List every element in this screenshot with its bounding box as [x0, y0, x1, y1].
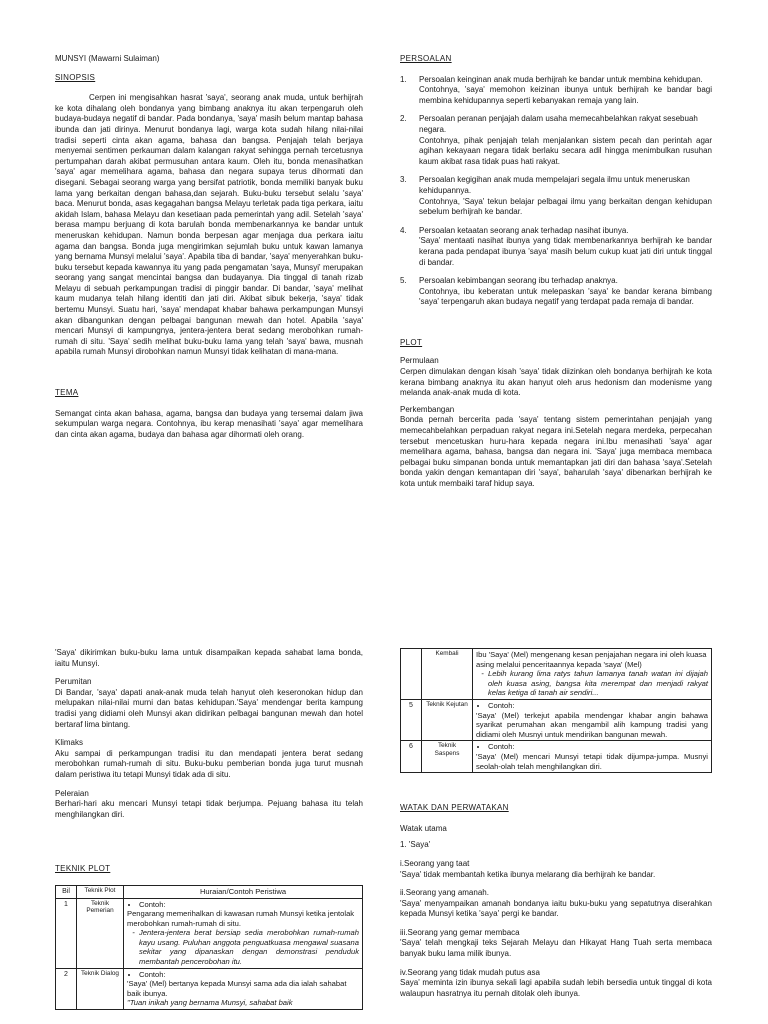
persoalan-item: 5. Persoalan kebimbangan seorang ibu terhadap anaknya. Contohnya, ibu keberatan untuk melepaskan 'saya' ke bandar kerana bimbang 'saya' terpengaruh akan budaya negatif yang terdapat pada remaja di bandar. [400, 276, 712, 307]
trait-title: iv.Seorang yang tidak mudah putus asa [400, 967, 540, 977]
teknik-plot-table-continued [400, 648, 712, 773]
table-row: Kembali Ibu 'Saya' (Mel) mengenang kesan penjajahan negara ini oleh kuasa asing melalui penceritaannya kepada 'saya' (Mel) - Lebih kurang lima ratys tahun lamanya tanah watan ini dijajah oleh kuasa asing, bangsa kita merempat dan menjadi rakyat kelas ketiga di tanah air sendiri... [401, 649, 712, 700]
klimaks-label: Klimaks [55, 738, 84, 748]
table-row: 1 Teknik Pemerian • Contoh: Pengarang memerihalkan di kawasan rumah Munsyi ketika jentolak merobohkan rumah-rumah di situ. - Jentera-jentera berat bersiap sedia merobohkan rumah-rumah kayu usang. Puluhan anggota penguatkuasa mengawal suasana sekitar yang dipanaskan dengan demonstrasi penduduk membantah pencerobohan itu. [56, 898, 363, 968]
table-row: 6 Teknik Saspens • Contoh: 'Saya' (Mel) mencari Munsyi tetapi tidak dijumpa-jumpa. Musnyi seolah-olah telah menghilangkan diri. [401, 741, 712, 773]
persoalan-item: 1. Persoalan keinginan anak muda berhijrah ke bandar untuk membina kehidupan. Contohnya, 'saya' memohon keizinan ibunya untuk berhijrah ke bandar bagi membina kehidupannya seperti kebanyakan remaja yang lain. [400, 74, 712, 105]
perkembangan-text: Bonda pernah bercerita pada 'saya' tentang sistem pemerintahan penjajah yang memecahbelahkan perpaduan rakyat negara ini.Setelah negara merdeka, perpecahan tersebut mencetuskan huru-hara kepada negara ini.Ibu menasihati 'saya' agar memelihara agama, bahasa, bangsa dan negara ini. 'Saya' juga membaca membaca pelbagai buku simpanan bonda untuk memantapkan jati diri dan bahasa 'saya'.Setelah bonda yakin dengan kemantapan diri 'saya', baharulah 'saya' dibenarkan berhijrah ke kota untuk membaiki taraf hidup saya. [400, 415, 712, 488]
left-column-top [55, 54, 363, 440]
trait-text: 'Saya' telah mengkaji teks Sejarah Melayu dan Hikayat Hang Tuah serta membaca banyak buku lama milik ibunya. [400, 938, 712, 959]
watak-sub: Watak utama [400, 823, 447, 833]
teknik-plot-heading: TEKNIK PLOT [55, 864, 111, 874]
watak-name: 1. 'Saya' [400, 840, 431, 850]
table-header-row: Bil Teknik Plot Huraian/Contoh Peristiwa [56, 885, 363, 898]
document-title: MUNSYI (Mawarni Sulaiman) [55, 54, 160, 63]
teknik-plot-table [55, 885, 363, 1010]
persoalan-list [400, 75, 712, 308]
permulaan-label: Permulaan [400, 356, 439, 366]
peleraian-label: Peleraian [55, 788, 89, 798]
trait-title: iii.Seorang yang gemar membaca [400, 927, 520, 937]
persoalan-heading: PERSOALAN [400, 54, 452, 63]
table-row: 2 Teknik Dialog • Contoh: 'Saya' (Mel) bertanya kepada Munsyi sama ada dia ialah sahabat baik ibunya. "Tuan inikah yang bernama Munsyi, sahabat baik [56, 968, 363, 1009]
klimaks-text: Aku sampai di perkampungan tradisi itu dan mendapati jentera berat sedang merobohkan rumah-rumah di situ. Buku-buku pemberian bonda juga turut musnah dalam peristiwa itu tetapi Munsyi tidak ada di situ. [55, 748, 363, 779]
peleraian-text: Berhari-hari aku mencari Munsyi tetapi tidak berjumpa. Pejuang bahasa itu telah menghilangkan diri. [55, 799, 363, 819]
perumitan-label: Perumitan [55, 677, 92, 687]
left-column-bottom [55, 648, 363, 1010]
persoalan-item: 3. Persoalan kegigihan anak muda mempelajari segala ilmu untuk meneruskan kehidupannya. Contohnya, 'Saya' tekun belajar pelbagai ilmu yang berkaitan dengan kehidupan sebelum berhijrah ke bandar. [400, 175, 712, 217]
table-row: 5 Teknik Kejutan • Contoh: 'Saya' (Mel) terkejut apabila mendengar khabar angin bahawa syarikat perumahan akan mengambil alih kampung tradisi yang didiami oleh Musnyi untuk mendirikan bangunan mewah. [401, 699, 712, 740]
trait-title: i.Seorang yang taat [400, 858, 470, 868]
watak-heading: WATAK DAN PERWATAKAN [400, 803, 509, 813]
persoalan-item: 2. Persoalan peranan penjajah dalam usaha memecahbelahkan rakyat sesebuah negara. Contohnya, pihak penjajah telah menjalankan sistem pecah dan perintah agar agihan kekayaan negara tidak berlaku secara adil hingga menimbulkan rusuhan kaum akibat rasa tidak puas hati rakyat. [400, 114, 712, 166]
persoalan-item: 4. Persoalan ketaatan seorang anak terhadap nasihat ibunya. 'Saya' mentaati nasihat ibunya yang tidak membenarkannya berhijrah ke bandar kerana pada pendapat ibunya 'saya' masih belum cukup kuat jati diri untuk tinggal di bandar. [400, 225, 712, 267]
perumitan-text: Di Bandar, 'saya' dapati anak-anak muda telah hanyut oleh keseronokan hidup dan melupakan nilai-nilai murni dan batas kehidupan.'Saya' mendengar berita kampung tradisi yang didiami oleh Munsyi akan didirikan pelbagai bangunan mewah dan hotel bertaraf lima bintang. [55, 687, 363, 729]
trait-text: Saya' meminta izin ibunya sekali lagi apabila sudah lebih bersedia untuk tinggal di kota walaupun hasratnya itu pernah ditolak oleh ibunya. [400, 978, 712, 998]
tema-text: Semangat cinta akan bahasa, agama, bangsa dan budaya yang tersemai dalam jiwa sekumpulan warga negara. Contohnya, ibu kerap menasihati 'saya' agar memelihara dan cinta akan agama, budaya dan bahasa agar dihormati oleh orang. [55, 408, 363, 439]
permulaan-text: Cerpen dimulakan dengan kisah 'saya' tidak diizinkan oleh bondanya berhijrah ke kota kerana bimbang anaknya itu akan hanyut oleh arus hedonism dan modenisme yang melanda anak-anak muda di kota. [400, 367, 712, 398]
perkembangan-label: Perkembangan [400, 404, 455, 414]
trait-text: 'Saya' menyampaikan amanah bondanya iaitu buku-buku yang sepatutnya diserahkan kepada Munsyi ketika 'saya' pergi ke bandar. [400, 898, 712, 919]
trait-text: 'Saya' tidak membantah ketika ibunya melarang dia berhijrah ke bandar. [400, 869, 656, 879]
sinopsis-heading: SINOPSIS [55, 72, 96, 82]
right-column-top [400, 54, 712, 490]
plot-heading: PLOT [400, 337, 423, 347]
perkembangan-continued: 'Saya' dikirimkan buku-buku lama untuk disampaikan kepada sahabat lama bonda, iaitu Munsyi. [55, 648, 363, 668]
right-column-bottom [400, 648, 712, 999]
tema-heading: TEMA [55, 388, 79, 398]
trait-title: ii.Seorang yang amanah. [400, 888, 489, 898]
sinopsis-text: Cerpen ini mengisahkan hasrat 'saya', seorang anak muda, untuk berhijrah ke kota dihalang oleh bondanya yang bimbang anaknya itu akan terpengaruh oleh budaya-budaya negatif di bandar. Pada bondanya, 'saya' masih belum mantap bahasa ibunda dan jati dirinya. Menurut bondanya lagi, warga kota sudah hilang nilai-nilai tradisi seperti cinta akan agama, bahasa dan bangsa. Penjajah telah berjaya menyemai sentimen perkauman dalam kalangan rakyat sehingga pernah tercetusnya pertumpahan darah akibat permusuhan antara kaum. Oleh itu, bonda menasihatkan 'saya' agar memelihara agama, bahasa dan negara supaya terus dihormati dan disegani. Sebagai seorang warga yang bersifat patriotik, bonda memiliki banyak buku lama yang berkaitan dengan bahasa,dan sejarah. Buku-buku tersebut selalu 'saya' baca. Menurut bonda, asas kegagahan bangsa Melayu terletak pada tiga perkara, iaitu akidah Islam, bahasa Melayu dan kesetiaan pada pemerintah yang adil. Setelah 'saya' berasa mampu berjuang di kota barulah bonda membenarkannya ke bandar untuk meneruskan kehidupan. Namun bonda berpesan agar menjaga dua perkara iaitu agama dan bangsa. Bonda juga mengirimkan sejumlah buku untuk kawan lamanya yang bernama Munsyi melalui 'saya'. Apabila tiba di bandar, 'saya' menyerahkan buku-buku tersebut kepada kawannya itu yang pada pengamatan 'saya, Munsyi' merupakan seorang yang sangat mencintai bangsa dan budayanya. Dia tinggal di tanah rizab Melayu di sebuah perkampungan tradisi di pinggir bandar. Di bandar, 'saya' melihat kaum mudanya telah hilang identiti dan jati diri. Akibat sibuk bekerja, 'saya' tidak bertemu Munsyi. Suatu hari, 'saya' mendapat khabar bahawa perkampungan Munsyi akan dibangunkan dengan pelbagai bangunan mewah dan hotel. Apabila 'saya' mencari Munsyi di kampungnya, jentera-jentera berat sedang merobohkan rumah-rumah di situ. 'Saya' sedih melihat buku-buku lama yang telah 'saya' bawa, musnah apabila rumah Munsyi dirobohkan namun Munsyi tidak kelihatan di mana-mana. [55, 93, 363, 357]
